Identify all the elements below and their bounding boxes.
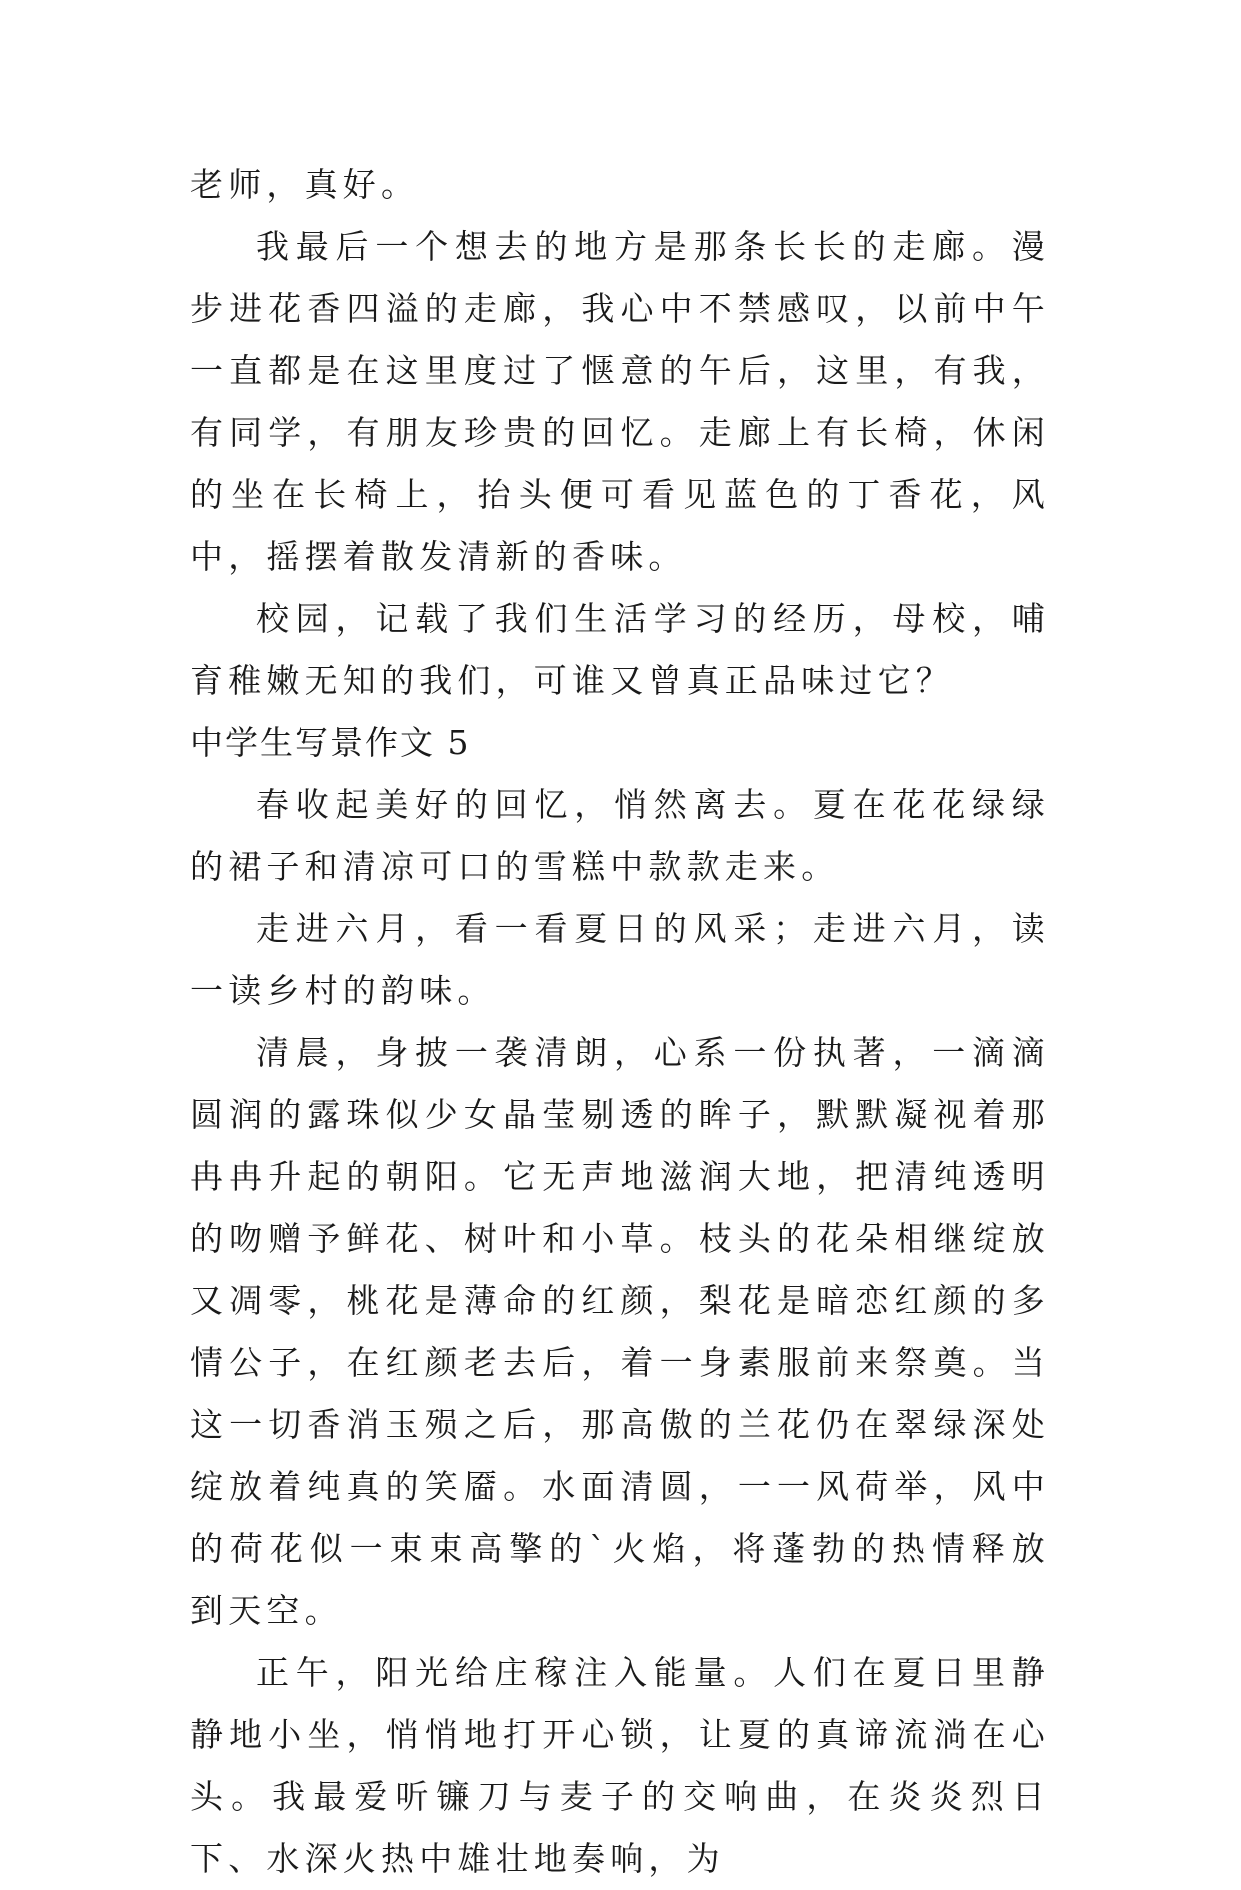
- section-heading: 中学生写景作文 5: [190, 723, 471, 762]
- paragraph-noon: 正午，阳光给庄稼注入能量。人们在夏日里静静地小坐，悄悄地打开心锁，让夏的真谛流淌在心头。我最爱听镰刀与麦子的交响曲，在炎炎烈日下、水深火热中雄壮地奏响，为: [190, 1653, 1050, 1878]
- paragraph-june: 走进六月，看一看夏日的风采；走进六月，读一读乡村的韵味。: [190, 909, 1050, 1010]
- paragraph-spring-summer: 春收起美好的回忆，悄然离去。夏在花花绿绿的裙子和清凉可口的雪糕中款款走来。: [190, 785, 1050, 886]
- paragraph-morning: 清晨，身披一袭清朗，心系一份执著，一滴滴圆润的露珠似少女晶莹剔透的眸子，默默凝视着那冉冉升起的朝阳。它无声地滋润大地，把清纯透明的吻赠予鲜花、树叶和小草。枝头的花朵相继绽放又凋零，桃花是薄命的红颜，梨花是暗恋红颜的多情公子，在红颜老去后，着一身素服前来祭奠。当这一切香消玉殒之后，那高傲的兰花仍在翠绿深处绽放着纯真的笑靥。水面清圆，一一风荷举，风中的荷花似一束束高擎的`火焰，将蓬勃的热情释放到天空。: [190, 1033, 1050, 1630]
- paragraph-campus: 校园，记载了我们生活学习的经历，母校，哺育稚嫩无知的我们，可谁又曾真正品味过它？: [190, 599, 1050, 700]
- paragraph-corridor: 我最后一个想去的地方是那条长长的走廊。漫步进花香四溢的走廊，我心中不禁感叹，以前中午一直都是在这里度过了惬意的午后，这里，有我，有同学，有朋友珍贵的回忆。走廊上有长椅，休闲的坐在长椅上，抬头便可看见蓝色的丁香花，风中，摇摆着散发清新的香味。: [190, 227, 1050, 576]
- paragraph-continuation: 老师，真好。: [190, 165, 420, 204]
- document-body: [190, 154, 1050, 1890]
